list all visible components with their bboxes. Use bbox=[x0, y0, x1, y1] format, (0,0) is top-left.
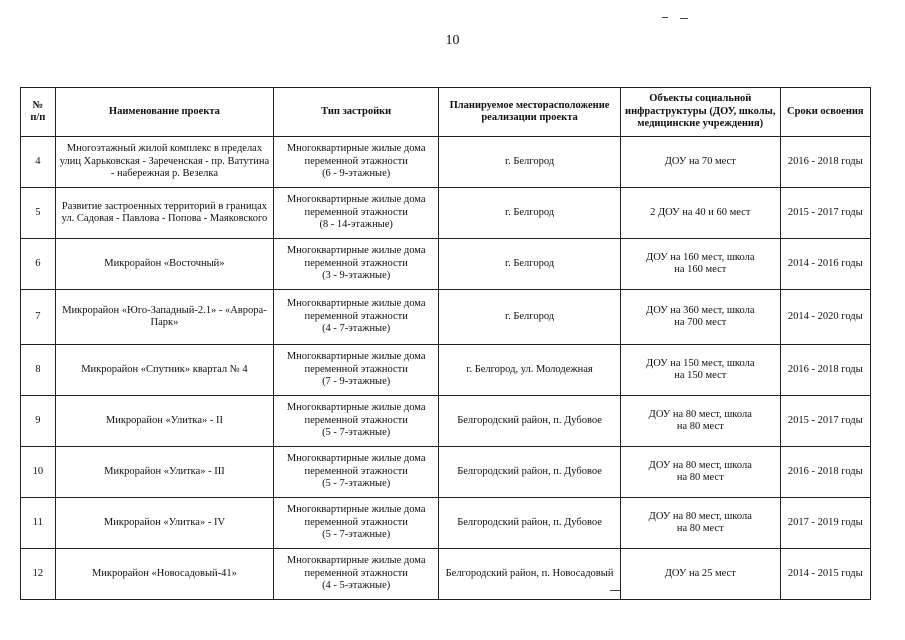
cell-building-type: Многоквартирные жилые дома переменной этажности (3 - 9-этажные) bbox=[274, 239, 439, 290]
cell-location: г. Белгород, ул. Молодежная bbox=[439, 345, 621, 396]
cell-number: 12 bbox=[21, 549, 56, 600]
table-row bbox=[21, 290, 871, 345]
table-row bbox=[21, 188, 871, 239]
cell-number: 6 bbox=[21, 239, 56, 290]
cell-infrastructure: ДОУ на 150 мест, школа на 150 мест bbox=[620, 345, 780, 396]
header-project-name: Наименование проекта bbox=[55, 88, 274, 137]
table-row bbox=[21, 498, 871, 549]
cell-project-name: Микрорайон «Юго-Западный-2.1» - «Аврора-Парк» bbox=[55, 290, 274, 345]
cell-location: г. Белгород bbox=[439, 290, 621, 345]
cell-project-name: Микрорайон «Спутник» квартал № 4 bbox=[55, 345, 274, 396]
cell-terms: 2015 - 2017 годы bbox=[780, 188, 870, 239]
cell-project-name: Микрорайон «Новосадовый-41» bbox=[55, 549, 274, 600]
scan-speck bbox=[680, 18, 688, 19]
cell-number: 7 bbox=[21, 290, 56, 345]
header-location: Планируемое месторасположение реализации проекта bbox=[439, 88, 621, 137]
cell-infrastructure: ДОУ на 80 мест, школа на 80 мест bbox=[620, 396, 780, 447]
cell-terms: 2014 - 2015 годы bbox=[780, 549, 870, 600]
cell-infrastructure: ДОУ на 360 мест, школа на 700 мест bbox=[620, 290, 780, 345]
cell-project-name: Многоэтажный жилой комплекс в пределах улиц Харьковская - Зареченская - пр. Ватутина - набережная р. Везелка bbox=[55, 137, 274, 188]
table-row bbox=[21, 549, 871, 600]
cell-building-type: Многоквартирные жилые дома переменной этажности (5 - 7-этажные) bbox=[274, 447, 439, 498]
cell-building-type: Многоквартирные жилые дома переменной этажности (4 - 5-этажные) bbox=[274, 549, 439, 600]
table-row bbox=[21, 345, 871, 396]
cell-location: г. Белгород bbox=[439, 188, 621, 239]
cell-infrastructure: ДОУ на 80 мест, школа на 80 мест bbox=[620, 447, 780, 498]
cell-infrastructure: ДОУ на 70 мест bbox=[620, 137, 780, 188]
cell-building-type: Многоквартирные жилые дома переменной этажности (8 - 14-этажные) bbox=[274, 188, 439, 239]
cell-number: 9 bbox=[21, 396, 56, 447]
scan-speck bbox=[662, 17, 668, 18]
cell-terms: 2017 - 2019 годы bbox=[780, 498, 870, 549]
cell-infrastructure: ДОУ на 80 мест, школа на 80 мест bbox=[620, 498, 780, 549]
cell-infrastructure: 2 ДОУ на 40 и 60 мест bbox=[620, 188, 780, 239]
cell-building-type: Многоквартирные жилые дома переменной этажности (5 - 7-этажные) bbox=[274, 498, 439, 549]
cell-terms: 2016 - 2018 годы bbox=[780, 345, 870, 396]
header-infrastructure: Объекты социальной инфраструктуры (ДОУ, школы, медицинские учреждения) bbox=[620, 88, 780, 137]
cell-location: Белгородский район, п. Дубовое bbox=[439, 396, 621, 447]
cell-project-name: Микрорайон «Улитка» - IV bbox=[55, 498, 274, 549]
cell-infrastructure: ДОУ на 25 мест bbox=[620, 549, 780, 600]
cell-location: г. Белгород bbox=[439, 239, 621, 290]
cell-terms: 2016 - 2018 годы bbox=[780, 447, 870, 498]
header-number: № п/п bbox=[21, 88, 56, 137]
table-row bbox=[21, 447, 871, 498]
cell-project-name: Микрорайон «Восточный» bbox=[55, 239, 274, 290]
cell-building-type: Многоквартирные жилые дома переменной этажности (7 - 9-этажные) bbox=[274, 345, 439, 396]
table-row bbox=[21, 137, 871, 188]
cell-terms: 2015 - 2017 годы bbox=[780, 396, 870, 447]
cell-location: Белгородский район, п. Новосадовый bbox=[439, 549, 621, 600]
cell-number: 5 bbox=[21, 188, 56, 239]
cell-terms: 2014 - 2016 годы bbox=[780, 239, 870, 290]
cell-building-type: Многоквартирные жилые дома переменной этажности (5 - 7-этажные) bbox=[274, 396, 439, 447]
cell-project-name: Развитие застроенных территорий в границах ул. Садовая - Павлова - Попова - Маяковского bbox=[55, 188, 274, 239]
cell-terms: 2014 - 2020 годы bbox=[780, 290, 870, 345]
cell-location: Белгородский район, п. Дубовое bbox=[439, 447, 621, 498]
table-header-row bbox=[21, 88, 871, 137]
cell-number: 4 bbox=[21, 137, 56, 188]
cell-location: г. Белгород bbox=[439, 137, 621, 188]
cell-project-name: Микрорайон «Улитка» - II bbox=[55, 396, 274, 447]
cell-terms: 2016 - 2018 годы bbox=[780, 137, 870, 188]
cell-building-type: Многоквартирные жилые дома переменной этажности (6 - 9-этажные) bbox=[274, 137, 439, 188]
header-terms: Сроки освоения bbox=[780, 88, 870, 137]
cell-building-type: Многоквартирные жилые дома переменной этажности (4 - 7-этажные) bbox=[274, 290, 439, 345]
table-row bbox=[21, 239, 871, 290]
cell-location: Белгородский район, п. Дубовое bbox=[439, 498, 621, 549]
table-row bbox=[21, 396, 871, 447]
header-building-type: Тип застройки bbox=[274, 88, 439, 137]
cell-infrastructure: ДОУ на 160 мест, школа на 160 мест bbox=[620, 239, 780, 290]
projects-table bbox=[20, 87, 871, 600]
cell-number: 8 bbox=[21, 345, 56, 396]
cell-number: 10 bbox=[21, 447, 56, 498]
page-number: 10 bbox=[445, 33, 460, 48]
cell-number: 11 bbox=[21, 498, 56, 549]
cell-project-name: Микрорайон «Улитка» - III bbox=[55, 447, 274, 498]
